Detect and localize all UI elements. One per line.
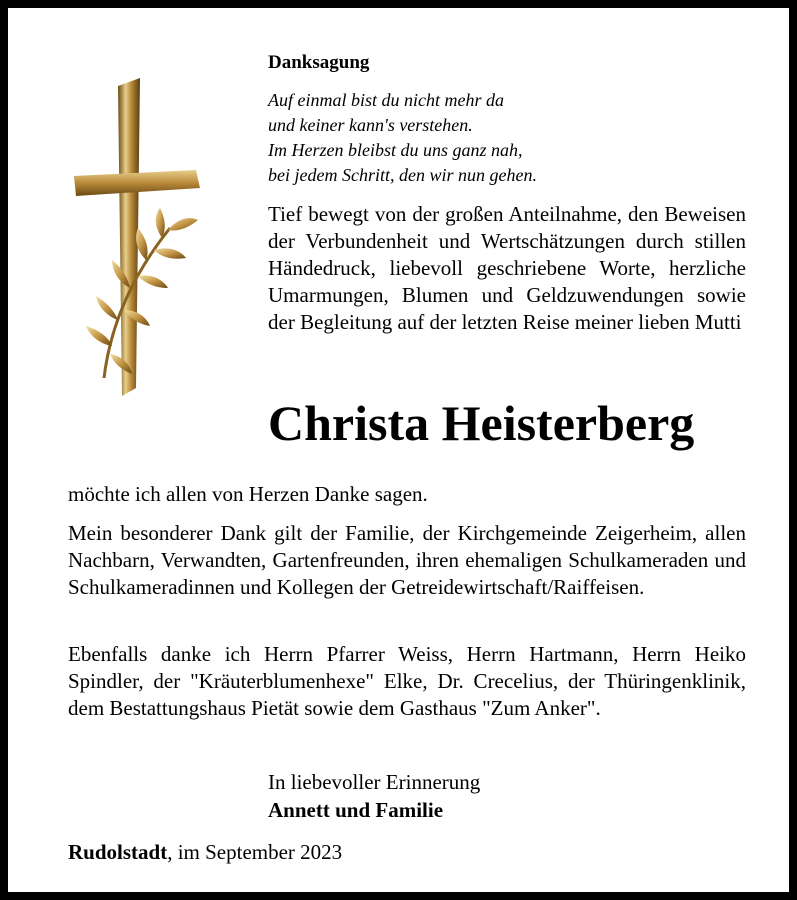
notice-heading: Danksagung (268, 52, 370, 73)
deceased-name: Christa Heisterberg (268, 395, 695, 451)
closing-block (268, 768, 480, 824)
thanks-line: möchte ich allen von Herzen Danke sagen. (68, 482, 428, 506)
place: Rudolstadt (68, 840, 168, 864)
signer-name: Annett und Familie (268, 798, 444, 822)
cross-with-palm-branch-icon (70, 78, 202, 398)
poem-line: und keiner kann's verstehen. (268, 115, 473, 135)
poem-line: bei jedem Schritt, den wir nun gehen. (268, 165, 537, 185)
place-and-date (68, 839, 342, 866)
poem (268, 88, 537, 188)
poem-line: Im Herzen bleibst du uns ganz nah, (268, 140, 523, 160)
closing-line: In liebevoller Erinnerung (268, 770, 481, 794)
poem-line: Auf einmal bist du nicht mehr da (268, 90, 504, 110)
intro-paragraph: Tief bewegt von der großen Anteilnahme, den Beweisen der Verbundenheit und Wertschätzungen durch stillen Händedruck, liebevoll geschriebene Worte, herzliche Umarmungen, Blumen und Geldzuwendungen sowie der Begleitung auf der letzten Reise meiner lieben Mutti (268, 202, 746, 334)
date: , im September 2023 (167, 840, 343, 864)
thanks-paragraph-family: Mein besonderer Dank gilt der Familie, der Kirchgemeinde Zeigerheim, allen Nachbarn, Verwandten, Gartenfreunden, ihren ehemaligen Schulkameraden und Schulkameradinnen und Kollegen der Getreidewirtschaft/Raiffeisen. (68, 521, 746, 599)
thanks-paragraph-individuals: Ebenfalls danke ich Herrn Pfarrer Weiss, Herrn Hartmann, Herrn Heiko Spindler, der "Kräuterblumenhexe" Elke, Dr. Crecelius, der Thüringenklinik, dem Bestattungshaus Pietät sowie dem Gasthaus "Zum Anker". (68, 642, 746, 720)
